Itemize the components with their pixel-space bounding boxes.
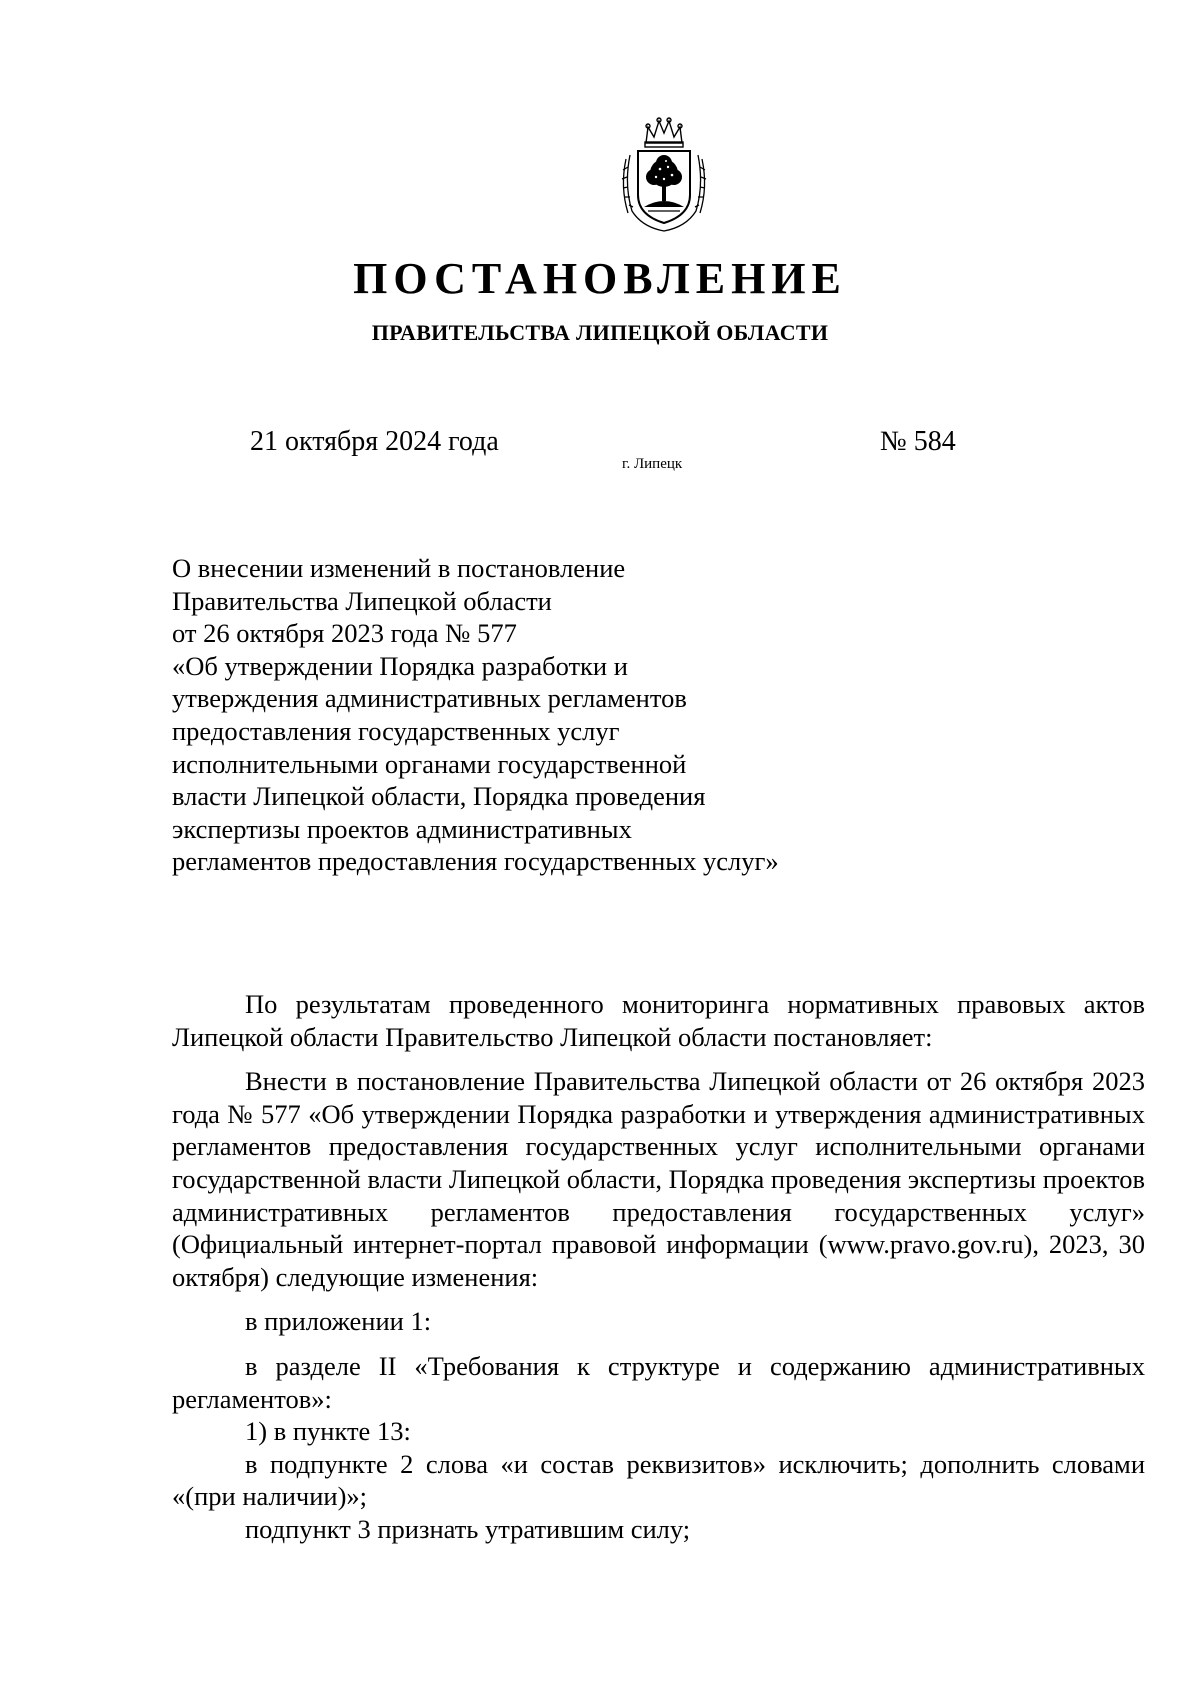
heading-line: экспертизы проектов административных <box>172 813 632 844</box>
document-number: № 584 <box>880 426 956 457</box>
paragraph: подпункт 3 признать утратившим силу; <box>245 1513 691 1544</box>
heading-line: предоставления государственных услуг <box>172 715 620 746</box>
document-body <box>172 988 1145 1546</box>
lipetsk-oblast-coat-of-arms-icon <box>618 115 710 235</box>
issuer-subtitle: ПРАВИТЕЛЬСТВА ЛИПЕЦКОЙ ОБЛАСТИ <box>371 320 829 345</box>
paragraph: Внести в постановление Правительства Липецкой области от 26 октября 2023 года № 577 «Об утверждении Порядка разработки и утверждения административных регламентов предоставления государственных услуг исполнительными органами государственной власти Липецкой области, Порядка проведения экспертизы проектов административных регламентов предоставления государственных услуг» (Официальный интернет-портал правовой информации (www.pravo.gov.ru), 2023, 30 октября) следующие изменения: <box>172 1066 1145 1292</box>
heading-line: «Об утверждении Порядка разработки и <box>172 650 628 681</box>
paragraph: в подпункте 2 слова «и состав реквизитов» исключить; дополнить словами «(при наличии)»; <box>172 1448 1145 1512</box>
heading-line: О внесении изменений в постановление <box>172 553 626 583</box>
document-city: г. Липецк <box>622 456 683 472</box>
coat-of-arms-emblem <box>618 115 710 235</box>
paragraph: в приложении 1: <box>245 1306 432 1337</box>
paragraph: в разделе II «Требования к структуре и содержанию административных регламентов»: <box>172 1350 1145 1414</box>
heading-line: исполнительными органами государственной <box>172 748 687 779</box>
heading-line: Правительства Липецкой области <box>172 585 552 616</box>
heading-line: утверждения административных регламентов <box>172 683 687 714</box>
paragraph: По результатам проведенного мониторинга нормативных правовых актов Липецкой области Правительство Липецкой области постановляет: <box>172 989 1145 1052</box>
document-type-title: ПОСТАНОВЛЕНИЕ <box>353 254 847 303</box>
document-heading <box>172 552 872 878</box>
paragraph: 1) в пункте 13: <box>245 1416 411 1447</box>
heading-line: власти Липецкой области, Порядка проведения <box>172 781 706 812</box>
document-date: 21 октября 2024 года <box>250 426 499 457</box>
heading-line: регламентов предоставления государственных услуг» <box>172 846 779 877</box>
heading-line: от 26 октября 2023 года № 577 <box>172 618 517 649</box>
